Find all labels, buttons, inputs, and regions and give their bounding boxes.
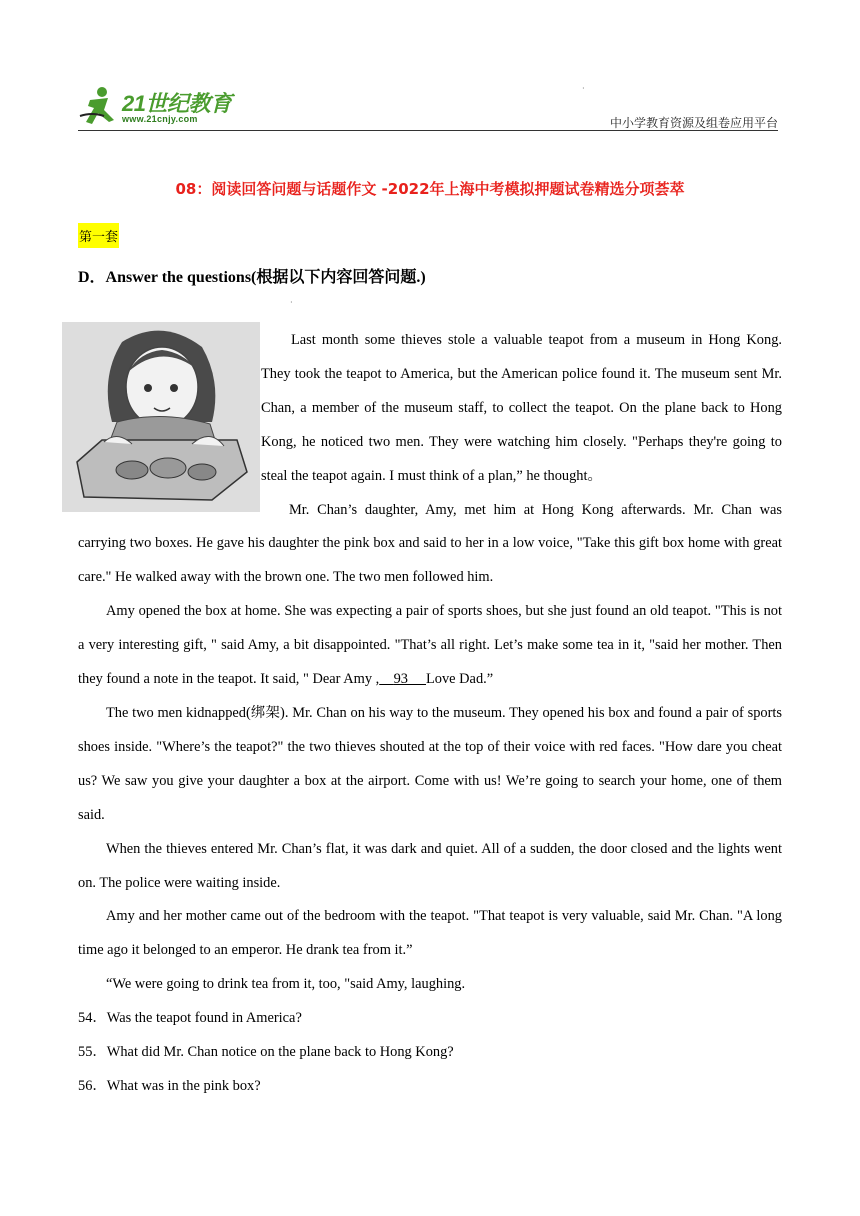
section-heading: D．Answer the questions(根据以下内容回答问题.) [78,269,426,286]
question-55: 55．What did Mr. Chan notice on the plane back to Hong Kong? [78,1043,454,1060]
page-title: 08：阅读回答问题与话题作文 -2022年上海中考模拟押题试卷精选分项荟萃 [175,180,685,198]
paragraph: Mr. Chan’s daughter, Amy, met him at Hong Kong afterwards. Mr. Chan was carrying two boxes. He gave his daughter the pink box and said to her in a low voice, "Take this gift box home with great care." He walked away with the brown one. The two men followed him. [78,501,782,586]
platform-name: 中小学教育资源及组卷应用平台 [609,116,778,130]
logo [78,84,248,130]
page-header [78,84,778,132]
paragraph: Last month some thieves stole a valuable teapot from a museum in Hong Kong. They took the teapot to America, but the American police found it. The museum sent Mr. Chan, a member of the museum staff, to collect the teapot. On the plane back to Hong Kong, he noticed two men. They were watching him closely. "Perhaps they're going to steal the teapot again. I must think of a plan,” he thought。 [261,332,782,484]
runner-logo-icon [78,86,124,128]
question-54: 54．Was the teapot found in America? [78,1010,302,1026]
paragraph: Amy opened the box at home. She was expecting a pair of sports shoes, but she just found an old teapot. "This is not a very interesting gift, " said Amy, a bit disappointed. "That’s all right. Let’s make some tea in it, "said her mother. Then they found a note in the teapot. It said, " Dear Amy , 93 Love Dad.” [78,603,782,688]
paragraph: When the thieves entered Mr. Chan’s flat, it was dark and quiet. All of a sudden, the door closed and the lights went on. The police were waiting inside. [78,840,782,891]
blank-93: 93 [393,671,408,688]
decorative-dot: · [290,298,293,307]
paragraph: Amy and her mother came out of the bedroom with the teapot. "That teapot is very valuable, said Mr. Chan. "A long time ago it belonged to an emperor. He drank tea from it.” [78,908,782,959]
decorative-dot: · [582,84,585,93]
paragraph: The two men kidnapped(绑架). Mr. Chan on his way to the museum. They opened his box and found a pair of sports shoes inside. "Where’s the teapot?" the two thieves shouted at the top of their voice with red faces. "How dare you cheat us? We saw you give your daughter a box at the airport. Come with us! We’re going to search your home, one of them said. [78,704,782,823]
paragraph: “We were going to drink tea from it, too, "said Amy, laughing. [106,976,466,993]
question-56: 56．What was in the pink box? [78,1077,261,1094]
logo-url: www.21cnjy.com [122,114,198,124]
questions-list [78,1002,454,1104]
header-divider [78,130,778,131]
set-label: 第一套 [78,223,119,248]
reading-passage [78,324,782,1002]
logo-text: 21世纪教育 [122,91,232,116]
